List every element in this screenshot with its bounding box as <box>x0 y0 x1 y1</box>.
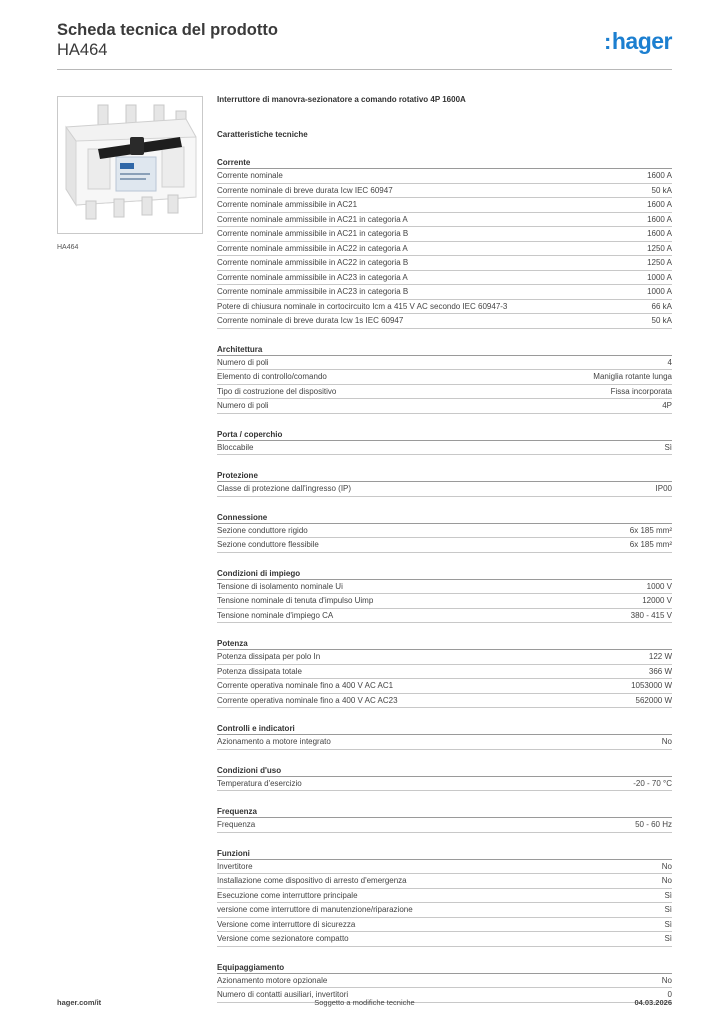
spec-row <box>217 370 672 385</box>
spec-label: Corrente nominale ammissibile in AC21 in categoria B <box>217 229 409 238</box>
spec-value: Maniglia rotante lunga <box>593 372 672 381</box>
spec-label: Corrente nominale ammissibile in AC21 in categoria A <box>217 214 408 224</box>
spec-section <box>217 429 672 456</box>
spec-row <box>217 399 672 414</box>
spec-row <box>217 184 672 199</box>
spec-value: 366 W <box>648 666 672 676</box>
spec-label: Corrente operativa nominale fino a 400 V AC AC1 <box>217 681 394 690</box>
spec-label: Potere di chiusura nominale in cortocircuito Icm a 415 V AC secondo IEC 60947-3 <box>217 301 508 311</box>
page-title: Scheda tecnica del prodotto <box>57 21 278 39</box>
spec-row <box>217 694 672 709</box>
spec-label: Corrente nominale ammissibile in AC21 <box>217 200 358 209</box>
spec-value: 4 <box>667 357 672 367</box>
spec-label: Temperatura d'esercizio <box>217 778 302 788</box>
spec-label: Numero di poli <box>217 357 269 367</box>
spec-section <box>217 344 672 414</box>
spec-value: 1250 A <box>647 243 672 253</box>
spec-section <box>217 765 672 792</box>
spec-label: Numero di contatti ausiliari, invertitori <box>217 990 349 999</box>
spec-row <box>217 889 672 904</box>
spec-section <box>217 470 672 497</box>
spec-row <box>217 482 672 497</box>
spec-section <box>217 723 672 750</box>
product-code: HA464 <box>57 41 108 59</box>
spec-label: Tipo di costruzione del dispositivo <box>217 386 337 396</box>
spec-row <box>217 300 672 315</box>
spec-label: Invertitore <box>217 861 253 871</box>
spec-row <box>217 227 672 242</box>
spec-row <box>217 974 672 989</box>
spec-value: 12000 V <box>642 596 672 605</box>
spec-label: Numero di poli <box>217 401 269 410</box>
spec-row <box>217 903 672 918</box>
spec-row <box>217 609 672 624</box>
image-caption: HA464 <box>57 244 79 251</box>
spec-row <box>217 314 672 329</box>
section-title: Funzioni <box>217 848 672 860</box>
spec-label: Corrente nominale ammissibile in AC22 in categoria B <box>217 258 409 267</box>
spec-value: 1600 A <box>647 229 672 238</box>
spec-label: Corrente nominale di breve durata Icw IEC 60947 <box>217 185 393 195</box>
section-title: Connessione <box>217 512 672 524</box>
hager-logo: :hager <box>604 28 672 54</box>
section-title: Porta / coperchio <box>217 429 672 441</box>
spec-value: 1250 A <box>647 258 672 267</box>
spec-row <box>217 356 672 371</box>
spec-label: Sezione conduttore flessibile <box>217 540 319 549</box>
spec-label: Installazione come dispositivo di arresto d'emergenza <box>217 876 407 885</box>
section-title: Frequenza <box>217 806 672 818</box>
spec-section <box>217 962 672 1003</box>
spec-value: 380 - 415 V <box>630 610 672 620</box>
spec-row <box>217 918 672 933</box>
spec-row <box>217 271 672 286</box>
section-title: Controlli e indicatori <box>217 723 672 735</box>
header-divider <box>57 69 672 70</box>
spec-label: Versione come interruttore di sicurezza <box>217 919 356 929</box>
product-description: Interruttore di manovra-sezionatore a comando rotativo 4P 1600A <box>217 95 466 104</box>
main-content <box>217 95 672 1003</box>
spec-label: Versione come sezionatore compatto <box>217 934 349 943</box>
spec-value: IP00 <box>655 484 672 493</box>
spec-value: 6x 185 mm² <box>629 540 672 549</box>
spec-row <box>217 256 672 271</box>
spec-label: Sezione conduttore rigido <box>217 525 308 535</box>
spec-value: No <box>661 737 672 746</box>
spec-row <box>217 242 672 257</box>
spec-value: 0 <box>667 990 672 999</box>
spec-row <box>217 285 672 300</box>
spec-value: 50 - 60 Hz <box>635 820 672 829</box>
spec-row <box>217 735 672 750</box>
spec-row <box>217 650 672 665</box>
specs-title: Caratteristiche tecniche <box>217 130 308 139</box>
section-title: Equipaggiamento <box>217 962 672 974</box>
spec-row <box>217 538 672 553</box>
spec-row <box>217 198 672 213</box>
spec-value: Sì <box>664 919 672 929</box>
section-title: Condizioni d'uso <box>217 765 672 777</box>
spec-value: No <box>661 975 672 985</box>
spec-label: Corrente nominale <box>217 171 283 180</box>
spec-value: 50 kA <box>651 316 672 325</box>
spec-section <box>217 157 672 329</box>
spec-row <box>217 679 672 694</box>
spec-section <box>217 848 672 947</box>
spec-label: versione come interruttore di manutenzione/riparazione <box>217 905 413 914</box>
spec-row <box>217 777 672 792</box>
spec-label: Classe di protezione dall'ingresso (IP) <box>217 484 352 493</box>
spec-label: Potenza dissipata per polo In <box>217 652 321 661</box>
spec-row <box>217 874 672 889</box>
spec-section <box>217 512 672 553</box>
spec-value: 122 W <box>648 652 672 661</box>
spec-value: Sì <box>664 905 672 914</box>
spec-row <box>217 818 672 833</box>
product-image <box>57 96 203 234</box>
section-title: Architettura <box>217 344 672 356</box>
spec-row <box>217 385 672 400</box>
spec-section <box>217 806 672 833</box>
spec-value: 562000 W <box>635 695 672 705</box>
spec-row <box>217 860 672 875</box>
spec-label: Potenza dissipata totale <box>217 666 302 676</box>
spec-value: No <box>661 876 672 885</box>
spec-label: Corrente nominale di breve durata Icw 1s IEC 60947 <box>217 316 404 325</box>
spec-value: Sì <box>664 890 672 900</box>
spec-value: -20 - 70 °C <box>633 778 672 788</box>
footer-notice: Soggetto a modifiche tecniche <box>314 998 415 1007</box>
spec-value: 1000 V <box>646 581 672 591</box>
section-title: Condizioni di impiego <box>217 568 672 580</box>
spec-label: Azionamento motore opzionale <box>217 975 328 985</box>
spec-value: Sì <box>664 442 672 452</box>
spec-label: Tensione nominale d'impiego CA <box>217 610 334 620</box>
footer-website[interactable]: hager.com/it <box>57 998 102 1007</box>
spec-label: Corrente nominale ammissibile in AC23 in categoria B <box>217 287 409 296</box>
section-title: Protezione <box>217 470 672 482</box>
spec-value: 6x 185 mm² <box>629 525 672 535</box>
spec-label: Tensione nominale di tenuta d'impulso Uimp <box>217 596 374 605</box>
section-title: Potenza <box>217 638 672 650</box>
spec-label: Azionamento a motore integrato <box>217 737 331 746</box>
spec-row <box>217 932 672 947</box>
spec-label: Tensione di isolamento nominale Ui <box>217 581 343 591</box>
spec-label: Corrente operativa nominale fino a 400 V AC AC23 <box>217 695 398 705</box>
spec-value: 50 kA <box>651 185 672 195</box>
spec-row <box>217 169 672 184</box>
section-title: Corrente <box>217 157 672 169</box>
switch-disconnector-picture <box>58 97 202 233</box>
spec-row <box>217 594 672 609</box>
spec-value: Fissa incorporata <box>610 386 672 396</box>
footer-date: 04.03.2026 <box>634 998 672 1007</box>
spec-label: Corrente nominale ammissibile in AC22 in categoria A <box>217 243 408 253</box>
spec-label: Esecuzione come interruttore principale <box>217 890 358 900</box>
spec-label: Corrente nominale ammissibile in AC23 in categoria A <box>217 272 408 282</box>
spec-value: 1600 A <box>647 214 672 224</box>
spec-value: 1600 A <box>647 171 672 180</box>
spec-row <box>217 580 672 595</box>
logo-text: hager <box>611 28 672 54</box>
spec-value: 1053000 W <box>631 681 672 690</box>
spec-value: 4P <box>662 401 672 410</box>
spec-value: 1000 A <box>647 287 672 296</box>
spec-section <box>217 638 672 708</box>
spec-value: 1000 A <box>647 272 672 282</box>
spec-row <box>217 213 672 228</box>
spec-value: Sì <box>664 934 672 943</box>
spec-value: 66 kA <box>651 301 672 311</box>
spec-value: No <box>661 861 672 871</box>
spec-value: 1600 A <box>647 200 672 209</box>
spec-label: Frequenza <box>217 820 256 829</box>
spec-row <box>217 441 672 456</box>
spec-row <box>217 524 672 539</box>
spec-section <box>217 568 672 624</box>
spec-sections <box>217 157 672 1003</box>
spec-label: Elemento di controllo/comando <box>217 372 327 381</box>
spec-row <box>217 665 672 680</box>
spec-label: Bloccabile <box>217 442 254 452</box>
page-header <box>57 20 672 70</box>
